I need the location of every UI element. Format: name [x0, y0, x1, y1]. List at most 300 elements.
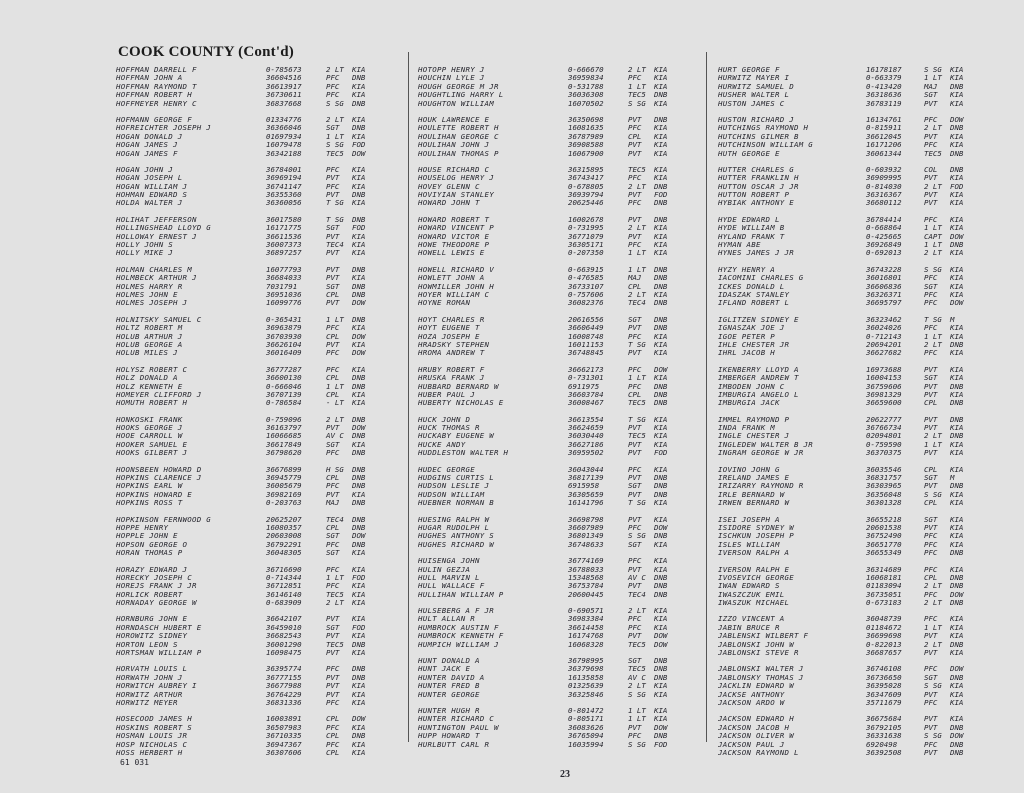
rank: 1 LT	[628, 714, 646, 724]
serial-number: 0-805171	[568, 714, 604, 724]
status: DNB	[654, 298, 668, 308]
roster-group	[718, 416, 976, 458]
rank: PFC	[326, 73, 340, 83]
soldier-name: HUTTER FRANKLIN H	[718, 174, 799, 183]
rank: PFC	[628, 614, 642, 624]
roster-row	[116, 299, 378, 307]
soldier-name: HOFMANN GEORGE F	[116, 115, 192, 124]
serial-number: 36305659	[568, 489, 604, 499]
roster-group	[718, 266, 976, 308]
status: KIA	[950, 531, 964, 541]
roster-group	[418, 316, 680, 358]
soldier-name: HOGAN WILLIAM J	[116, 182, 188, 191]
soldier-name: HUTTON OSCAR J JR	[718, 182, 799, 191]
rank: 1 LT	[628, 248, 646, 258]
soldier-name: HOLMES HARRY R	[116, 282, 183, 291]
soldier-name: HOLMAN CHARLES M	[116, 265, 192, 274]
soldier-name: HOZA JOSEPH E	[418, 332, 480, 341]
soldier-name: HOLZ KENNETH E	[116, 382, 183, 391]
serial-number: 36307606	[266, 747, 302, 757]
rank: PFC	[924, 114, 938, 124]
soldier-name: HORTON LEON S	[116, 640, 178, 649]
column-divider	[706, 52, 707, 742]
soldier-name: HOLMES JOHN E	[116, 290, 178, 299]
soldier-name: HOGAN JOHN J	[116, 165, 173, 174]
serial-number: 0-731301	[568, 373, 604, 383]
soldier-name: HUTCHINGS RAYMOND H	[718, 124, 809, 133]
serial-number: 36774169	[568, 556, 604, 566]
status: DNB	[352, 731, 366, 741]
soldier-name: HUCK THOMAS R	[418, 424, 480, 433]
soldier-name: HOPKINSON FERNWOOD G	[116, 515, 211, 524]
serial-number: 36801349	[568, 531, 604, 541]
soldier-name: HOULIHAN JOHN J	[418, 141, 490, 150]
soldier-name: HRADSKY STEPHEN	[418, 340, 490, 349]
rank: PVT	[924, 389, 938, 399]
rank: 2 LT	[628, 65, 646, 74]
rank: 2 LT	[924, 181, 942, 191]
roster-row	[116, 649, 378, 657]
soldier-name: HULIN GEZJA	[418, 565, 471, 574]
soldier-name: HUTCHINSON WILLIAM G	[718, 141, 813, 150]
roster-group	[418, 416, 680, 458]
rank: PFC	[326, 722, 340, 732]
serial-number: 36342188	[266, 148, 302, 158]
soldier-name: HOOKER SAMUEL E	[116, 440, 188, 449]
roster-row	[418, 299, 680, 307]
serial-number: 36736650	[866, 672, 902, 682]
serial-number: 20694201	[866, 339, 902, 349]
roster-group	[418, 266, 680, 308]
roster-row	[718, 524, 976, 532]
soldier-name: HUNT JACK E	[418, 665, 471, 674]
roster-row	[718, 274, 976, 282]
soldier-name: HOLUB ARTHUR J	[116, 332, 183, 341]
serial-number: 01325639	[568, 681, 604, 691]
rank: 2 LT	[924, 639, 942, 649]
serial-number: 0-673183	[866, 598, 902, 608]
roster-group	[418, 557, 680, 599]
rank: PVT	[628, 448, 642, 458]
serial-number: 36677988	[266, 681, 302, 691]
status: KIA	[950, 323, 964, 333]
soldier-name: HOPKINS EARL W	[116, 482, 183, 491]
status: DNB	[654, 572, 668, 582]
status: KIA	[654, 614, 668, 624]
rank: PFC	[326, 739, 340, 749]
serial-number: 36366046	[266, 123, 302, 133]
soldier-name: HORNADAY GEORGE W	[116, 599, 197, 608]
roster-row	[418, 741, 680, 749]
status: DOW	[352, 531, 366, 541]
status: KIA	[352, 240, 366, 250]
rank: PVT	[924, 423, 938, 433]
rank: PVT	[326, 264, 340, 274]
rank: PFC	[924, 323, 938, 333]
serial-number: 36642107	[266, 614, 302, 624]
roster-row	[718, 516, 976, 524]
serial-number: 36146140	[266, 589, 302, 599]
rank: PFC	[326, 364, 340, 374]
soldier-name: IOVINO JOHN G	[718, 465, 780, 474]
roster-row	[718, 715, 976, 723]
roster-group	[116, 216, 378, 258]
status: DNB	[950, 739, 964, 749]
soldier-name: IVOSEVICH GEORGE	[718, 573, 794, 582]
serial-number: 36831336	[266, 698, 302, 707]
soldier-name: HULT ALLAN R	[418, 615, 475, 624]
soldier-name: JABLONSKY THOMAS J	[718, 673, 804, 682]
soldier-name: ISIDORE SYDNEY W	[718, 523, 794, 532]
soldier-name: HOPKINS ROSS T	[116, 499, 183, 508]
status: KIA	[950, 539, 964, 549]
serial-number: 0-666670	[568, 65, 604, 74]
serial-number: 36748633	[568, 539, 604, 549]
status: DNB	[654, 489, 668, 499]
status: KIA	[352, 598, 366, 608]
soldier-name: HOLLY JOHN S	[116, 241, 173, 250]
serial-number: 36703930	[266, 331, 302, 341]
status: DNB	[654, 389, 668, 399]
soldier-name: IMMEL RAYMOND P	[718, 415, 790, 424]
rank: 1 LT	[924, 439, 942, 449]
serial-number: 36325846	[568, 689, 604, 699]
soldier-name: HOSECOOD JAMES H	[116, 715, 192, 724]
rank: TEC4	[326, 240, 344, 250]
soldier-name: JACKSON EDWARD H	[718, 715, 794, 724]
roster-row	[418, 150, 680, 158]
status: KIA	[352, 722, 366, 732]
soldier-name: HOGAN DONALD J	[116, 132, 183, 141]
rank: PVT	[924, 173, 938, 183]
soldier-name: HUGHES ANTHONY S	[418, 532, 494, 541]
rank: PVT	[924, 98, 938, 108]
serial-number: 0-815911	[866, 123, 902, 133]
roster-row	[116, 100, 378, 108]
rank: CPL	[628, 131, 642, 141]
status: KIA	[352, 90, 366, 100]
status: KIA	[950, 65, 964, 74]
roster-row	[718, 166, 976, 174]
rank: TEC4	[326, 514, 344, 524]
rank: PVT	[924, 364, 938, 374]
serial-number: 36350698	[568, 114, 604, 124]
soldier-name: HOUCHIN LYLE J	[418, 74, 485, 83]
serial-number: 36682543	[266, 631, 302, 641]
serial-number: 0-668864	[866, 223, 902, 233]
roster-row	[718, 441, 976, 449]
serial-number: 36655218	[866, 514, 902, 524]
rank: 2 LT	[326, 114, 344, 124]
rank: PVT	[924, 448, 938, 458]
rank: PFC	[628, 73, 642, 83]
soldier-name: HOLUB MILES J	[116, 349, 178, 358]
soldier-name: HULSEBERG A F JR	[418, 607, 494, 616]
serial-number: 36784414	[866, 214, 902, 224]
status: KIA	[654, 240, 668, 250]
rank: SGT	[326, 123, 340, 133]
soldier-name: HOULETTE ROBERT H	[418, 124, 499, 133]
roster-row	[718, 474, 976, 482]
soldier-name: HOMEYER CLIFFORD J	[116, 390, 202, 399]
soldier-name: HOUK LAWRENCE E	[418, 115, 490, 124]
rank: PVT	[628, 214, 642, 224]
serial-number: 36777155	[266, 672, 302, 682]
roster-row	[718, 641, 976, 649]
soldier-name: HUCKE ANDY	[418, 440, 466, 449]
serial-number: 36939794	[568, 190, 604, 200]
status: KIA	[950, 564, 964, 574]
rank: TEC5	[628, 164, 646, 174]
soldier-name: HURLBUTT CARL R	[418, 740, 490, 749]
serial-number: 36613554	[568, 414, 604, 424]
rank: PVT	[924, 522, 938, 532]
soldier-name: HRUSKA FRANK J	[418, 374, 485, 383]
soldier-name: HOWELL LEWIS E	[418, 249, 485, 258]
serial-number: 36626104	[266, 339, 302, 349]
rank: PVT	[628, 564, 642, 574]
status: KIA	[654, 681, 668, 691]
roster-row	[718, 491, 976, 499]
rank: TEC5	[628, 639, 646, 649]
rank: S SG	[924, 264, 942, 274]
soldier-name: HULL MARVIN L	[418, 573, 480, 582]
status: KIA	[950, 198, 964, 208]
serial-number: 0-731995	[568, 223, 604, 233]
serial-number: 36959834	[568, 73, 604, 83]
serial-number: 6911975	[568, 381, 600, 391]
roster-group	[116, 416, 378, 458]
roster-group	[718, 66, 976, 108]
rank: PVT	[326, 248, 340, 258]
rank: - LT	[326, 398, 344, 408]
rank: PVT	[326, 648, 340, 658]
roster-group	[718, 615, 976, 657]
soldier-name: HULLIHAN WILLIAM P	[418, 590, 504, 599]
status: KIA	[950, 714, 964, 724]
status: DNB	[352, 281, 366, 291]
status: DNB	[654, 323, 668, 333]
soldier-name: HOWMILLER JOHN H	[418, 282, 494, 291]
rank: COL	[924, 164, 938, 174]
soldier-name: HYLAND FRANK T	[718, 232, 785, 241]
status: KIA	[654, 81, 668, 91]
status: DNB	[654, 656, 668, 666]
soldier-name: HOLMES JOSEPH J	[116, 299, 188, 308]
status: DNB	[654, 281, 668, 291]
status: KIA	[654, 431, 668, 441]
status: KIA	[352, 231, 366, 241]
soldier-name: JABLONSKI WALTER J	[718, 665, 804, 674]
soldier-name: HOYNE ROMAN	[418, 299, 471, 308]
soldier-name: HUSHER WALTER L	[718, 91, 790, 100]
soldier-name: IRELAND JAMES E	[718, 474, 790, 483]
status: KIA	[352, 323, 366, 333]
serial-number: 36030440	[568, 431, 604, 441]
soldier-name: HUCK JOHN D	[418, 415, 471, 424]
roster-row	[718, 74, 976, 82]
serial-number: 0-714344	[266, 572, 302, 582]
serial-number: 36005679	[266, 481, 302, 491]
roster-row	[718, 582, 976, 590]
serial-number: 36784001	[266, 164, 302, 174]
serial-number: 36788033	[568, 564, 604, 574]
roster-row	[116, 499, 378, 507]
roster-row	[418, 691, 680, 699]
serial-number: 36024026	[866, 323, 902, 333]
soldier-name: JACKSON OLIVER W	[718, 732, 794, 741]
soldier-name: HOWE THEODORE P	[418, 241, 490, 250]
rank: 2 LT	[924, 339, 942, 349]
soldier-name: IWAN EDWARD S	[718, 582, 780, 591]
rank: CPL	[326, 389, 340, 399]
soldier-name: INGLE CHESTER J	[718, 432, 790, 441]
status: KIA	[352, 181, 366, 191]
roster-group	[718, 366, 976, 408]
serial-number: 36792105	[866, 722, 902, 732]
serial-number: 36395028	[866, 681, 902, 691]
serial-number: 36831757	[866, 473, 902, 483]
roster-row	[718, 541, 976, 549]
status: KIA	[654, 498, 668, 508]
roster-row	[718, 732, 976, 740]
rank: 1 LT	[924, 240, 942, 250]
roster-row	[418, 591, 680, 599]
soldier-name: IVERSON RALPH E	[718, 565, 790, 574]
status: DNB	[352, 473, 366, 483]
soldier-name: HOUSE RICHARD C	[418, 165, 490, 174]
serial-number: 16134761	[866, 114, 902, 124]
rank: PVT	[628, 323, 642, 333]
soldier-name: IFLAND ROBERT L	[718, 299, 790, 308]
soldier-name: IGOE PETER P	[718, 332, 775, 341]
rank: 2 LT	[628, 289, 646, 299]
serial-number: 36604516	[266, 73, 302, 83]
roster-group	[116, 116, 378, 158]
serial-number: 0-759096	[266, 414, 302, 424]
status: DNB	[352, 123, 366, 133]
rank: TEC5	[628, 90, 646, 100]
serial-number: 36687657	[866, 648, 902, 658]
serial-number: 20616556	[568, 314, 604, 324]
roster-group	[116, 715, 378, 757]
status: DNB	[950, 572, 964, 582]
serial-number: 0-663915	[568, 264, 604, 274]
rank: PFC	[924, 739, 938, 749]
status: KIA	[352, 489, 366, 499]
serial-number: 36792291	[266, 539, 302, 549]
serial-number: 16011153	[568, 339, 604, 349]
soldier-name: JACKSON JACOB H	[718, 723, 790, 732]
roster-group	[718, 516, 976, 558]
soldier-name: HOLLY MIKE J	[116, 249, 173, 258]
status: KIA	[950, 348, 964, 358]
serial-number: 6915958	[568, 481, 600, 491]
status: KIA	[352, 339, 366, 349]
rank: PVT	[924, 747, 938, 757]
soldier-name: HOLLOWAY ERNEST J	[116, 232, 197, 241]
soldier-name: HOLIHAT JEFFERSON	[116, 215, 197, 224]
status: KIA	[950, 389, 964, 399]
status: DNB	[654, 114, 668, 124]
serial-number: 0-757606	[568, 289, 604, 299]
rank: AV C	[628, 672, 646, 682]
status: DNB	[654, 481, 668, 491]
soldier-name: HUMBROCK AUSTIN F	[418, 623, 499, 632]
roster-row	[718, 283, 976, 291]
serial-number: 16178187	[866, 65, 902, 74]
serial-number: 36048305	[266, 548, 302, 558]
roster-row	[718, 100, 976, 108]
status: KIA	[654, 140, 668, 150]
soldier-name: HORVATH LOUIS L	[116, 665, 188, 674]
serial-number: 36627682	[866, 348, 902, 358]
status: DNB	[654, 90, 668, 100]
rank: PFC	[628, 464, 642, 474]
status: KIA	[352, 589, 366, 599]
serial-number: 36753784	[568, 581, 604, 591]
soldier-name: HUDSON WILLIAM	[418, 490, 485, 499]
status: KIA	[352, 614, 366, 624]
roster-row	[718, 749, 976, 757]
status: DNB	[654, 398, 668, 408]
serial-number: 36082376	[568, 298, 604, 308]
rank: T SG	[326, 214, 344, 224]
status: KIA	[352, 389, 366, 399]
rank: CPL	[924, 464, 938, 474]
serial-number: 16077793	[266, 264, 302, 274]
serial-number: 36766734	[866, 423, 902, 433]
soldier-name: HYDE WILLIAM B	[718, 224, 785, 233]
soldier-name: INDA FRANK M	[718, 424, 775, 433]
status: DOW	[352, 331, 366, 341]
rank: PFC	[326, 348, 340, 358]
rank: PVT	[628, 231, 642, 241]
soldier-name: HORTSMAN WILLIAM P	[116, 649, 202, 658]
serial-number: 16079478	[266, 140, 302, 150]
rank: S SG	[628, 689, 646, 699]
rank: S SG	[924, 731, 942, 741]
serial-number: 20622777	[866, 414, 902, 424]
rank: PFC	[924, 298, 938, 308]
soldier-name: HORWATH JOHN J	[116, 673, 183, 682]
status: DNB	[352, 522, 366, 532]
serial-number: 20601538	[866, 522, 902, 532]
rank: T SG	[326, 198, 344, 208]
column-divider	[408, 52, 409, 742]
status: KIA	[950, 498, 964, 508]
status: KIA	[352, 248, 366, 258]
status: KIA	[654, 373, 668, 383]
soldier-name: ISCHKUN JOSEPH P	[718, 532, 794, 541]
soldier-name: HUMPICH WILLIAM J	[418, 640, 499, 649]
rank: SGT	[628, 656, 642, 666]
serial-number: 36733107	[568, 281, 604, 291]
rank: PVT	[628, 722, 642, 732]
roster-row	[418, 499, 680, 507]
status: KIA	[654, 556, 668, 566]
soldier-name: IRWEN BERNARD W	[718, 499, 790, 508]
soldier-name: IWASZUK MICHAEL	[718, 599, 790, 608]
serial-number: 0-666046	[266, 381, 302, 391]
serial-number: 36395774	[266, 664, 302, 674]
soldier-name: HOFREICHTER JOSEPH J	[116, 124, 211, 133]
soldier-name: HYBIAK ANTHONY E	[718, 199, 794, 208]
status: DNB	[950, 598, 964, 608]
status: KIA	[950, 131, 964, 141]
roster-group	[718, 665, 976, 707]
status: KIA	[950, 281, 964, 291]
